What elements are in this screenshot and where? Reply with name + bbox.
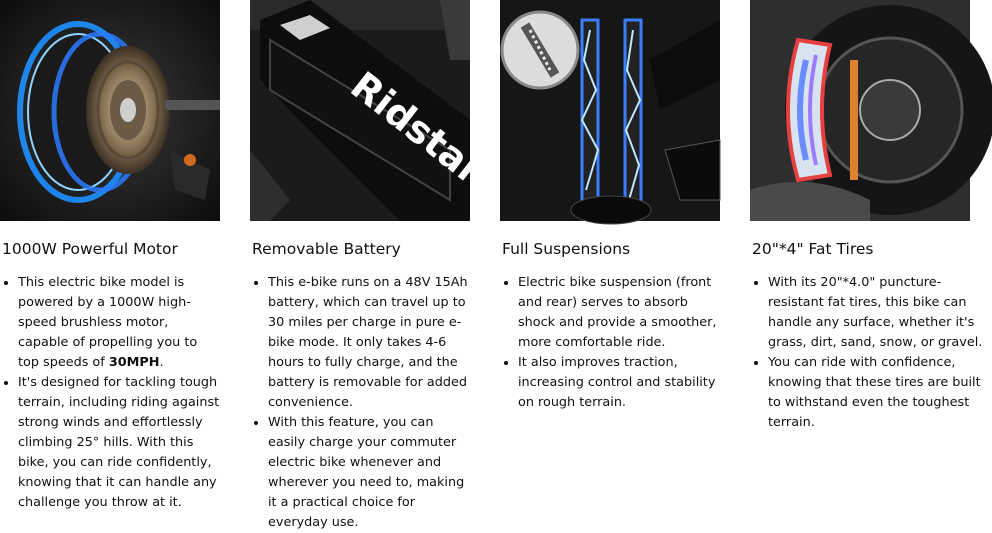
feature-bullet-list	[0, 273, 220, 513]
feature-title: Removable Battery	[252, 240, 401, 258]
motor-hub-image	[0, 0, 220, 221]
top-speed-value: 30MPH	[108, 355, 160, 370]
feature-bullet: • Electric bike suspension (front and rear) serves to absorb shock and provide a smoother, more comfortable ride.	[518, 273, 720, 353]
feature-title: 1000W Powerful Motor	[2, 240, 178, 258]
feature-card-tires	[750, 0, 983, 433]
feature-title: Full Suspensions	[502, 240, 631, 258]
feature-bullet: • You can ride with confidence, knowing that these tires are built to withstand even the toughest terrain.	[768, 353, 992, 433]
feature-bullet: • With its 20"*4.0" puncture-resistant fat tires, this bike can handle any surface, whether it's grass, dirt, sand, snow, or gravel.	[768, 273, 992, 353]
suspension-image	[500, 0, 720, 221]
feature-title: 20"*4" Fat Tires	[752, 240, 874, 258]
feature-bullet-list	[500, 273, 720, 413]
feature-bullet-list	[750, 273, 992, 433]
feature-card-battery	[250, 0, 492, 533]
feature-card-suspension	[500, 0, 720, 413]
feature-bullet: • This electric bike model is powered by a 1000W high-speed brushless motor, capable of propelling you to top speeds of 30MPH.	[18, 273, 220, 373]
feature-bullet: • This e-bike runs on a 48V 15Ah battery, which can travel up to 30 miles per charge in pure e-bike mode. It only takes 4-6 hours to fully charge, and the battery is removable for added convenience.	[268, 273, 470, 413]
battery-image	[250, 0, 492, 221]
feature-bullet: • It's designed for tackling tough terrain, including riding against strong winds and effortlessly climbing 25° hills. With this bike, you can ride confidently, knowing that it can handle any challenge you throw at it.	[18, 373, 220, 513]
feature-bullet-list	[250, 273, 470, 533]
feature-bullet: • It also improves traction, increasing control and stability on rough terrain.	[518, 353, 720, 413]
feature-bullet: • With this feature, you can easily charge your commuter electric bike whenever and wherever you need to, making it a practical choice for everyday use.	[268, 413, 470, 533]
battery-brand-text: Ridstar	[342, 63, 492, 194]
feature-card-motor	[0, 0, 220, 513]
fat-tire-image	[750, 0, 970, 221]
